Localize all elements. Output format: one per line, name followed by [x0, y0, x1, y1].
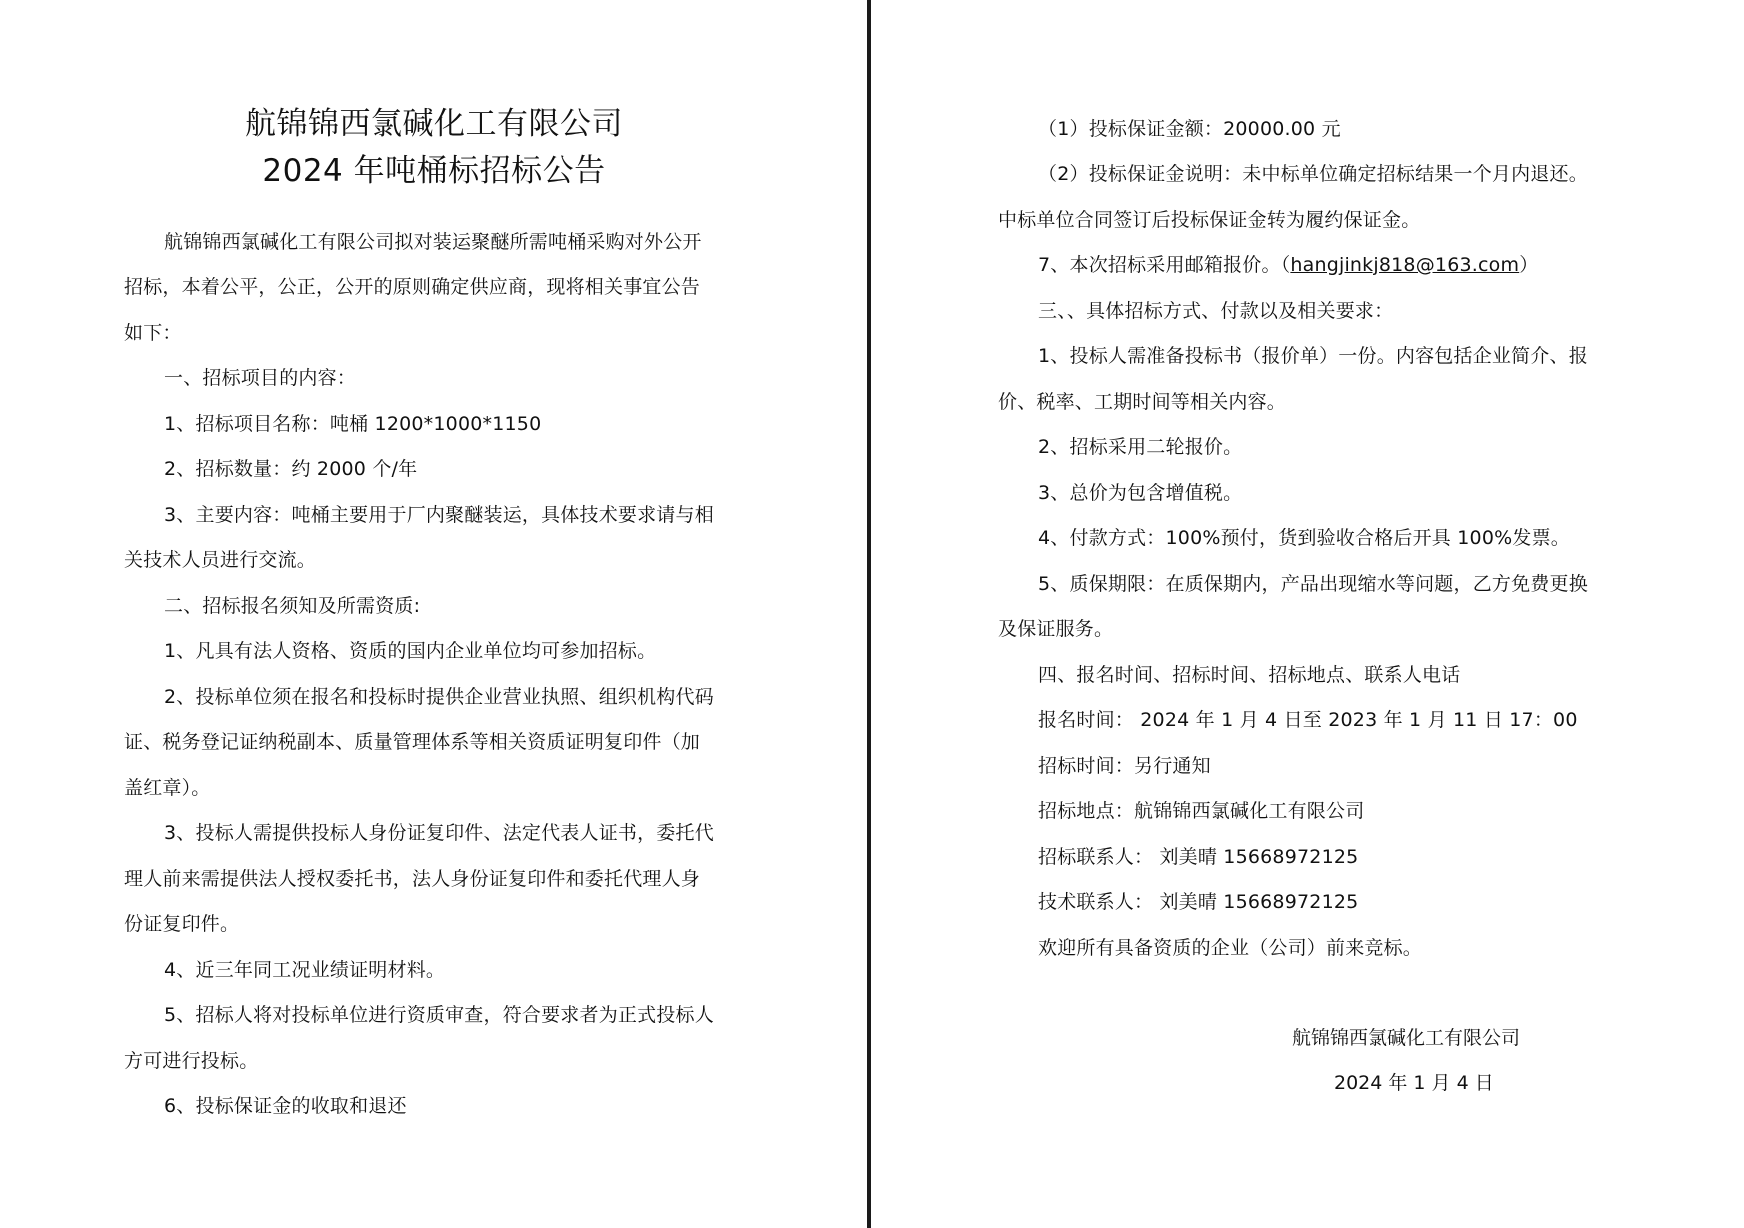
paragraph-line: 3、主要内容：吨桶主要用于厂内聚醚装运，具体技术要求请与相 — [164, 504, 714, 526]
paragraph-line: 盖红章）。 — [124, 777, 211, 799]
paragraph-line: 2、投标单位须在报名和投标时提供企业营业执照、组织机构代码 — [164, 686, 714, 708]
email-bidding-close: ） — [1519, 254, 1539, 276]
paragraph-line: 证、税务登记证纳税副本、质量管理体系等相关资质证明复印件（加 — [124, 731, 701, 753]
paragraph-line: 招标，本着公平，公正，公开的原则确定供应商，现将相关事宜公告 — [124, 276, 701, 298]
paragraph-line: 1、招标项目名称：吨桶 1200*1000*1150 — [164, 413, 542, 435]
signature-company: 航锦锦西氯碱化工有限公司 — [1292, 1027, 1521, 1049]
email-bidding-text: 7、本次招标采用邮箱报价。（ — [1038, 254, 1291, 276]
section-heading: 四、报名时间、招标时间、招标地点、联系人电话 — [1038, 664, 1461, 686]
document-title-company: 航锦锦西氯碱化工有限公司 — [245, 106, 623, 142]
section-heading: 二、招标报名须知及所需资质: — [164, 595, 421, 617]
paragraph-line: 4、近三年同工况业绩证明材料。 — [164, 959, 446, 981]
document-page-left — [0, 0, 868, 1228]
section-heading: 三、、具体招标方式、付款以及相关要求： — [1038, 300, 1394, 322]
paragraph-line: 5、招标人将对投标单位进行资质审查，符合要求者为正式投标人 — [164, 1004, 714, 1026]
paragraph-line: 3、投标人需提供投标人身份证复印件、法定代表人证书，委托代 — [164, 822, 714, 844]
paragraph-line: 4、付款方式：100%预付，货到验收合格后开具 100%发票。 — [1038, 527, 1570, 549]
signature-date: 2024 年 1 月 4 日 — [1334, 1072, 1494, 1094]
document-title-notice: 2024 年吨桶标招标公告 — [262, 153, 606, 189]
page-divider — [867, 0, 871, 1228]
paragraph-line: 3、总价为包含增值税。 — [1038, 482, 1243, 504]
email-link[interactable]: hangjinkj818@163.com — [1290, 254, 1520, 276]
bidding-contact: 招标联系人： 刘美晴 15668972125 — [1038, 846, 1359, 868]
bidding-time: 招标时间：另行通知 — [1038, 755, 1211, 777]
paragraph-line: 5、质保期限：在质保期内，产品出现缩水等问题，乙方免费更换 — [1038, 573, 1588, 595]
closing-line: 欢迎所有具备资质的企业（公司）前来竞标。 — [1038, 937, 1423, 959]
bidding-location: 招标地点：航锦锦西氯碱化工有限公司 — [1038, 800, 1365, 822]
registration-time: 报名时间： 2024 年 1 月 4 日至 2023 年 1 月 11 日 17：00 — [1038, 709, 1578, 731]
paragraph-line: 价、税率、工期时间等相关内容。 — [998, 391, 1287, 413]
section-heading: 一、招标项目的内容： — [164, 367, 357, 389]
paragraph-line: 关技术人员进行交流。 — [124, 549, 317, 571]
paragraph-line: 份证复印件。 — [124, 913, 240, 935]
paragraph-line: 中标单位合同签订后投标保证金转为履约保证金。 — [998, 209, 1421, 231]
paragraph-line: 6、投标保证金的收取和退还 — [164, 1095, 407, 1117]
paragraph-line: 2、招标数量：约 2000 个/年 — [164, 458, 418, 480]
technical-contact: 技术联系人： 刘美晴 15668972125 — [1038, 891, 1359, 913]
document-page-right — [874, 0, 1744, 1228]
email-bidding-line — [1038, 251, 1538, 279]
paragraph-line: 如下： — [124, 322, 182, 344]
paragraph-line: 及保证服务。 — [998, 618, 1114, 640]
paragraph-line: 航锦锦西氯碱化工有限公司拟对装运聚醚所需吨桶采购对外公开 — [164, 231, 702, 253]
paragraph-line: 1、凡具有法人资格、资质的国内企业单位均可参加招标。 — [164, 640, 657, 662]
paragraph-line: 2、招标采用二轮报价。 — [1038, 436, 1243, 458]
paragraph-line: （1）投标保证金额：20000.00 元 — [1038, 118, 1341, 140]
paragraph-line: 方可进行投标。 — [124, 1050, 259, 1072]
paragraph-line: （2）投标保证金说明：未中标单位确定招标结果一个月内退还。 — [1038, 163, 1588, 185]
paragraph-line: 1、投标人需准备投标书（报价单）一份。内容包括企业简介、报 — [1038, 345, 1588, 367]
paragraph-line: 理人前来需提供法人授权委托书，法人身份证复印件和委托代理人身 — [124, 868, 701, 890]
